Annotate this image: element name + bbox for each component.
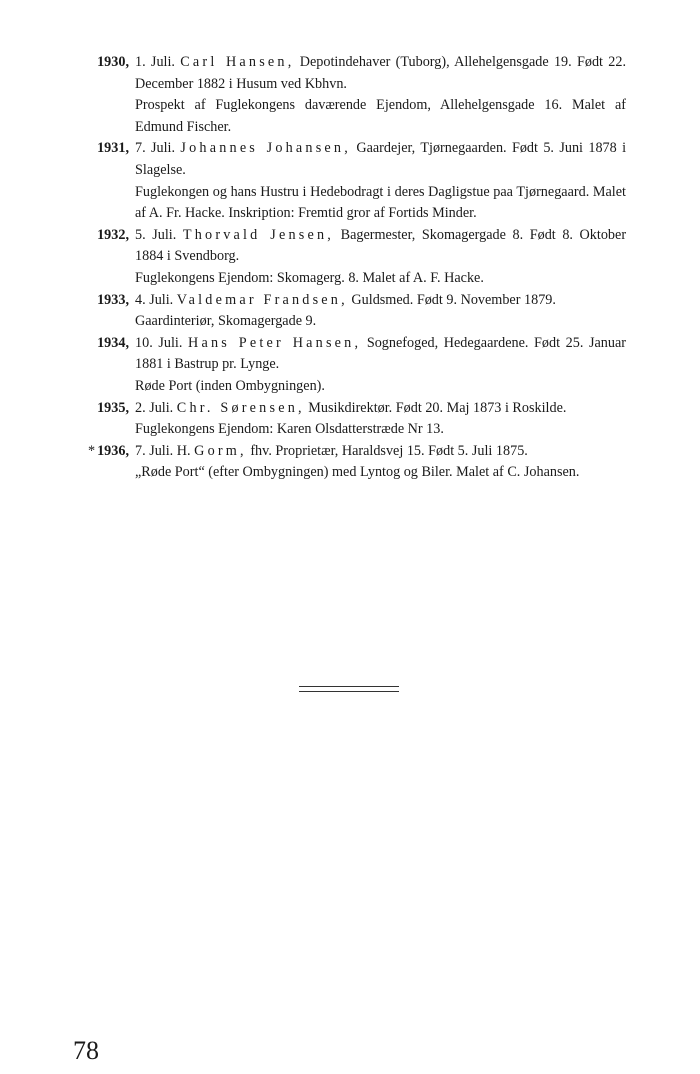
list-item bbox=[70, 138, 626, 224]
person-name: Gorm, bbox=[194, 442, 247, 459]
list-item bbox=[70, 333, 626, 398]
painting-note: „Røde Port“ (efter Ombygningen) med Lyntog og Biler. Malet af C. Johansen. bbox=[135, 464, 580, 481]
year-text: 1933, bbox=[97, 291, 129, 308]
list-item bbox=[70, 441, 626, 484]
year-text: 1936, bbox=[97, 442, 129, 459]
entry-date: 4. Juli. bbox=[135, 291, 174, 308]
entry-main-line bbox=[135, 138, 626, 181]
year-text: 1931, bbox=[97, 140, 129, 157]
entry-main-line bbox=[135, 225, 626, 268]
painting-note: Røde Port (inden Ombygningen). bbox=[135, 377, 325, 394]
section-divider bbox=[299, 686, 399, 692]
painting-note: Fuglekongens Ejendom: Skomagerg. 8. Malet af A. F. Hacke. bbox=[135, 269, 484, 286]
person-name: Valdemar Frandsen, bbox=[176, 291, 348, 308]
list-item bbox=[70, 225, 626, 290]
entry-year bbox=[70, 290, 135, 312]
entry-date: 7. Juli. H. bbox=[135, 442, 191, 459]
page-number: 78 bbox=[73, 1036, 99, 1065]
entry-description: Guldsmed. Født 9. November 1879. bbox=[351, 291, 556, 308]
entry-year bbox=[70, 225, 135, 247]
year-text: 1930, bbox=[97, 54, 129, 70]
list-item bbox=[70, 52, 626, 138]
entry-date: 2. Juli. bbox=[135, 399, 174, 416]
entry-description: fhv. Proprietær, Haraldsvej 15. Født 5. Juli 1875. bbox=[250, 442, 528, 459]
entry-year bbox=[70, 441, 135, 463]
entry-year bbox=[70, 52, 135, 74]
entry-description: Sognefoged, Hedegaardene. Født 25. Januar 1881 i Bastrup pr. Lynge. bbox=[135, 334, 627, 373]
list-item bbox=[70, 398, 626, 441]
entry-description: Bagermester, Skomagergade 8. Født 8. Oktober 1884 i Svendborg. bbox=[135, 226, 627, 265]
person-name: Thorvald Jensen, bbox=[182, 226, 335, 243]
fuglekonge-list bbox=[70, 52, 626, 484]
painting-note: Fuglekongen og hans Hustru i Hedebodragt i deres Dagligstue paa Tjørnegaard. Malet af A. Fr. Hacke. Inskription: Fremtid gror af Fortids Minder. bbox=[135, 183, 626, 222]
entry-main-line bbox=[135, 333, 626, 376]
painting-note: Fuglekongens Ejendom: Karen Olsdatterstræde Nr 13. bbox=[135, 421, 444, 438]
year-text: 1934, bbox=[97, 334, 129, 351]
entry-main-line bbox=[135, 398, 626, 420]
entry-year bbox=[70, 333, 135, 355]
person-name: Hans Peter Hansen, bbox=[188, 334, 362, 351]
asterisk-mark: * bbox=[87, 442, 96, 459]
person-name: Johannes Johansen, bbox=[180, 140, 351, 157]
entry-main-line bbox=[135, 290, 626, 312]
entry-description: Gaardejer, Tjørnegaarden. Født 5. Juni 1878 i Slagelse. bbox=[135, 140, 627, 178]
entry-main-line bbox=[135, 52, 626, 95]
entry-description: Depotindehaver (Tuborg), Allehelgensgade 19. Født 22. December 1882 i Husum ved Kbhvn. bbox=[135, 54, 626, 92]
entry-date: 1. Juli. bbox=[135, 54, 175, 70]
painting-note: Gaardinteriør, Skomagergade 9. bbox=[135, 313, 317, 330]
entry-main-line bbox=[135, 441, 626, 463]
year-text: 1932, bbox=[97, 226, 129, 243]
person-name: Carl Hansen, bbox=[180, 54, 295, 70]
entry-description: Musikdirektør. Født 20. Maj 1873 i Roskilde. bbox=[308, 399, 567, 416]
entry-year bbox=[70, 138, 135, 160]
entry-date: 7. Juli. bbox=[135, 140, 176, 157]
person-name: Chr. Sørensen, bbox=[176, 399, 305, 416]
painting-note: Prospekt af Fuglekongens daværende Ejendom, Allehelgensgade 16. Malet af Edmund Fischer. bbox=[135, 97, 626, 135]
entry-date: 5. Juli. bbox=[135, 226, 177, 243]
list-item bbox=[70, 290, 626, 333]
year-text: 1935, bbox=[97, 399, 129, 416]
entry-year bbox=[70, 398, 135, 420]
entry-date: 10. Juli. bbox=[135, 334, 183, 351]
